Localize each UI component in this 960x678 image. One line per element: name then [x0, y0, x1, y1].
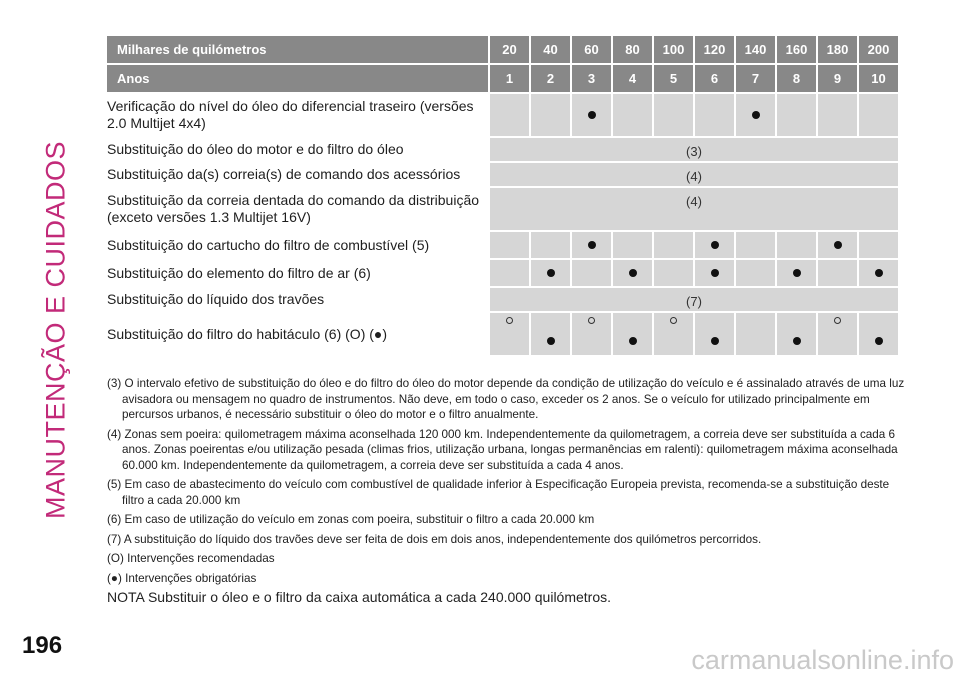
schedule-cell — [818, 313, 859, 357]
km-header-cell: 200 — [859, 36, 900, 65]
year-header-cell: 3 — [572, 65, 613, 94]
mandatory-dot-icon — [875, 337, 883, 345]
mandatory-dot-icon — [875, 269, 883, 277]
schedule-row-label: Substituição do cartucho do filtro de combustível (5) — [107, 232, 490, 260]
schedule-cell — [490, 260, 531, 288]
schedule-cell — [572, 313, 613, 357]
footnote: (3) O intervalo efetivo de substituição do óleo e do filtro do óleo do motor depende da condição de utilização do veículo e é assinalado através de uma luz avisadora ou mensagem no quadro de instrumentos. Não deve, em todo o caso, exceder os 2 anos. Se o veículo for utilizado principalmente em percursos urbanos, é necessário substituir o óleo do motor e o filtro anualmente. — [107, 377, 905, 421]
km-header-cell: 140 — [736, 36, 777, 65]
mandatory-dot-icon — [588, 111, 596, 119]
schedule-row — [107, 232, 900, 260]
footnote: (7) A substituição do líquido dos travões deve ser feita de dois em dois anos, independentemente dos quilómetros percorridos. — [107, 532, 762, 546]
footnote: (4) Zonas sem poeira: quilometragem máxima aconselhada 120 000 km. Independentemente da quilometragem, a correia deve ser substituída a cada 6 anos. Zonas poeirentas e/ou utilização pesada (climas frios, utilização urbana, longas permanências em ralenti): quilometragem máxima aconselhada 60.000 km. Independentemente da quilometragem, a correia deve ser substituída a cada 4 anos. — [107, 427, 898, 472]
mandatory-dot-icon — [588, 241, 596, 249]
schedule-row-label: Substituição do filtro do habitáculo (6) (O) (●) — [107, 313, 490, 357]
year-header-cell: 9 — [818, 65, 859, 94]
km-header-cell: 20 — [490, 36, 531, 65]
year-header-cell: 5 — [654, 65, 695, 94]
km-header-cell: 160 — [777, 36, 818, 65]
schedule-cell — [818, 94, 859, 138]
schedule-row — [107, 138, 900, 163]
schedule-row — [107, 313, 900, 357]
schedule-cell — [736, 232, 777, 260]
schedule-cell — [654, 232, 695, 260]
mandatory-dot-icon — [629, 337, 637, 345]
schedule-cell — [654, 313, 695, 357]
schedule-cell — [654, 260, 695, 288]
year-header-cell: 4 — [613, 65, 654, 94]
section-side-title-text: MANUTENÇÃO E CUIDADOS — [40, 140, 71, 520]
schedule-cell — [613, 94, 654, 138]
schedule-cell — [859, 232, 900, 260]
schedule-row — [107, 288, 900, 313]
km-header-cell: 120 — [695, 36, 736, 65]
recommended-circle-icon — [506, 317, 513, 324]
recommended-circle-icon — [834, 317, 841, 324]
schedule-cell — [736, 260, 777, 288]
schedule-cell — [572, 94, 613, 138]
schedule-cell — [490, 232, 531, 260]
schedule-cell — [777, 94, 818, 138]
mandatory-dot-icon — [793, 337, 801, 345]
schedule-row-label: Substituição do elemento do filtro de ar (6) — [107, 260, 490, 288]
schedule-cell — [695, 94, 736, 138]
schedule-cell — [613, 313, 654, 357]
km-header-cell: 100 — [654, 36, 695, 65]
footnotes — [107, 376, 907, 606]
mandatory-dot-icon — [629, 269, 637, 277]
years-header-row — [107, 65, 900, 94]
mandatory-dot-icon — [711, 241, 719, 249]
schedule-cell — [531, 260, 572, 288]
schedule-cell — [777, 313, 818, 357]
km-header-cell: 40 — [531, 36, 572, 65]
schedule-cell — [859, 94, 900, 138]
schedule-row-label: Substituição da(s) correia(s) de comando dos acessórios — [107, 163, 490, 188]
year-header-cell: 2 — [531, 65, 572, 94]
schedule-cell — [736, 94, 777, 138]
schedule-cell — [818, 232, 859, 260]
schedule-body — [107, 94, 900, 357]
footnote: (6) Em caso de utilização do veículo em zonas com poeira, substituir o filtro a cada 20.000 km — [107, 513, 595, 526]
schedule-row — [107, 260, 900, 288]
km-header-cell: 80 — [613, 36, 654, 65]
schedule-row-label: Verificação do nível do óleo do diferencial traseiro (versões 2.0 Multijet 4x4) — [107, 94, 490, 138]
schedule-cell — [859, 260, 900, 288]
km-header-label: Milhares de quilómetros — [107, 36, 490, 65]
schedule-span-note: (4) — [490, 188, 900, 232]
final-note: NOTA Substituir o óleo e o filtro da caixa automática a cada 240.000 quilómetros. — [107, 589, 612, 605]
km-header-row — [107, 36, 900, 65]
schedule-cell — [572, 232, 613, 260]
footnote: (●) Intervenções obrigatórias — [107, 571, 257, 585]
year-header-cell: 6 — [695, 65, 736, 94]
schedule-row — [107, 163, 900, 188]
schedule-cell — [613, 232, 654, 260]
schedule-cell — [777, 232, 818, 260]
schedule-cell — [818, 260, 859, 288]
schedule-cell — [490, 94, 531, 138]
schedule-cell — [490, 313, 531, 357]
year-header-cell: 8 — [777, 65, 818, 94]
schedule-cell — [654, 94, 695, 138]
mandatory-dot-icon — [752, 111, 760, 119]
mandatory-dot-icon — [547, 337, 555, 345]
schedule-row — [107, 188, 900, 232]
km-header-cell: 60 — [572, 36, 613, 65]
footnote: (5) Em caso de abastecimento do veículo com combustível de qualidade inferior à Especificação Europeia prevista, recomenda-se a substituição deste filtro a cada 20.000 km — [107, 478, 890, 507]
watermark: carmanualsonline.info — [691, 645, 954, 675]
km-header-cell: 180 — [818, 36, 859, 65]
schedule-cell — [859, 313, 900, 357]
page-number: 196 — [22, 632, 63, 659]
mandatory-dot-icon — [793, 269, 801, 277]
maintenance-schedule-table — [107, 36, 900, 357]
year-header-cell: 1 — [490, 65, 531, 94]
schedule-row-label: Substituição do líquido dos travões — [107, 288, 490, 313]
schedule-span-note: (4) — [490, 163, 900, 188]
schedule-span-note: (3) — [490, 138, 900, 163]
footnote: (O) Intervenções recomendadas — [107, 552, 275, 565]
schedule-span-note: (7) — [490, 288, 900, 313]
schedule-cell — [736, 313, 777, 357]
recommended-circle-icon — [670, 317, 677, 324]
mandatory-dot-icon — [711, 337, 719, 345]
mandatory-dot-icon — [834, 241, 842, 249]
schedule-cell — [531, 94, 572, 138]
years-header-label: Anos — [107, 65, 490, 94]
schedule-cell — [695, 232, 736, 260]
recommended-circle-icon — [588, 317, 595, 324]
schedule-cell — [695, 313, 736, 357]
year-header-cell: 10 — [859, 65, 900, 94]
year-header-cell: 7 — [736, 65, 777, 94]
schedule-cell — [531, 313, 572, 357]
schedule-cell — [695, 260, 736, 288]
schedule-cell — [777, 260, 818, 288]
schedule-row-label: Substituição da correia dentada do comando da distribuição (exceto versões 1.3 Multijet 16V) — [107, 188, 490, 232]
schedule-cell — [572, 260, 613, 288]
schedule-row — [107, 94, 900, 138]
schedule-row-label: Substituição do óleo do motor e do filtro do óleo — [107, 138, 490, 163]
schedule-cell — [613, 260, 654, 288]
schedule-cell — [531, 232, 572, 260]
mandatory-dot-icon — [547, 269, 555, 277]
mandatory-dot-icon — [711, 269, 719, 277]
